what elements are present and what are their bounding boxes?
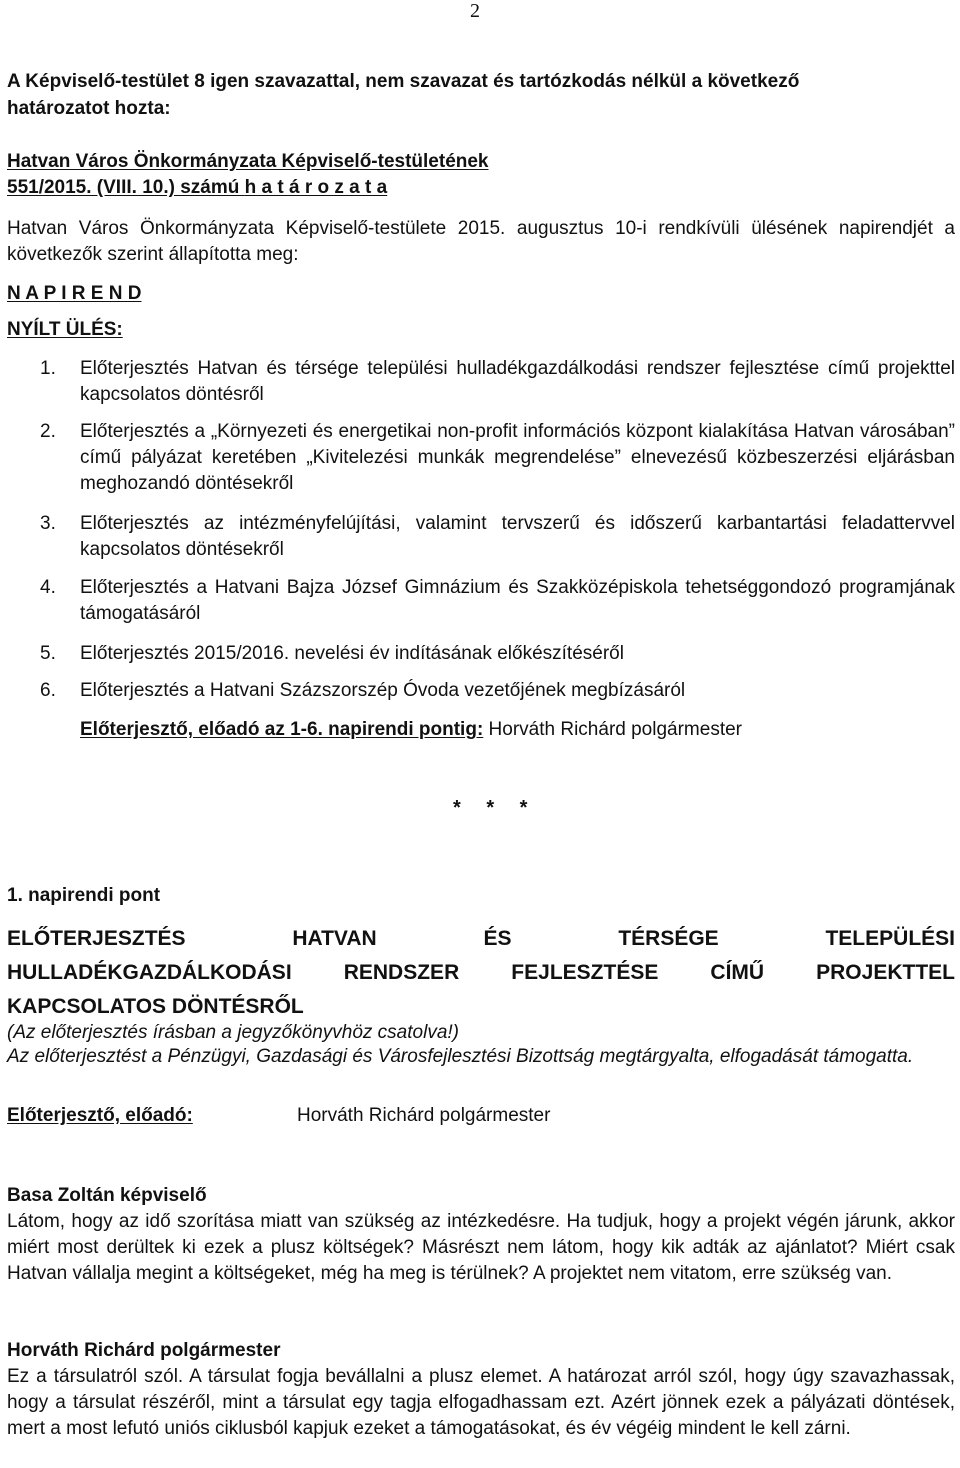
resolution-body: Hatvan Város Önkormányzata Képviselő-testülete 2015. augusztus 10-i rendkívüli ülésének napirendjét a következők szerint állapította meg: <box>7 218 955 265</box>
point-heading: 1. napirendi pont <box>7 885 161 906</box>
agenda-item-number: 2. <box>40 421 56 442</box>
section-separator: * * * <box>453 797 538 819</box>
attachment-note: (Az előterjesztés írásban a jegyzőkönyvhöz csatolva!) <box>7 1022 459 1043</box>
resolution-title-line-1: Hatvan Város Önkormányzata Képviselő-testületének <box>7 151 489 172</box>
agenda-item-number: 4. <box>40 577 56 598</box>
resolution-spaced-word: h a t á r o z a t a <box>244 177 388 198</box>
agenda-item-5 <box>40 641 955 667</box>
presenter2-label: Előterjesztő, előadó: <box>7 1105 193 1126</box>
agenda-item-number: 5. <box>40 643 56 664</box>
speaker-1-text: Látom, hogy az idő szorítása miatt van szükség az intézkedésre. Ha tudjuk, hogy a projekt végén járunk, akkor miért most derültek ki ezek a plusz költségek? Másrészt nem látom, hogy kik adták az ajánlatot? Miért csak Hatvan vállalja megint a költségeket, még ha meg is térülnek? A projektet nem vitatom, erre szükség van. <box>7 1211 955 1284</box>
agenda-item-text: Előterjesztés az intézményfelújítási, valamint tervszerű és időszerű karbantartási feladattervvel kapcsolatos döntésekről <box>80 513 955 560</box>
speaker-2-name: Horváth Richárd polgármester <box>7 1340 281 1361</box>
resolution-number: 551/2015. (VIII. 10.) számú <box>7 177 245 198</box>
point-title-line-3: KAPCSOLATOS DÖNTÉSRŐL <box>7 995 304 1018</box>
presenter2-name: Horváth Richárd polgármester <box>297 1105 551 1126</box>
intro-line-2: határozatot hozta: <box>7 98 171 119</box>
page-number: 2 <box>470 0 480 22</box>
agenda-item-2 <box>40 419 955 497</box>
point-title-line-2: HULLADÉKGAZDÁLKODÁSI RENDSZER FEJLESZTÉSE CÍMŰ PROJEKTTEL <box>7 961 955 984</box>
resolution-title-line-2 <box>7 176 387 200</box>
open-session-heading: NYÍLT ÜLÉS: <box>7 319 123 340</box>
agenda-heading: N A P I R E N D <box>7 283 142 304</box>
agenda-item-number: 1. <box>40 358 56 379</box>
agenda-item-text: Előterjesztés 2015/2016. nevelési év indításának előkészítéséről <box>80 643 624 664</box>
presenter-name: Horváth Richárd polgármester <box>483 719 742 740</box>
agenda-item-number: 6. <box>40 680 56 701</box>
point-title-line-1: ELŐTERJESZTÉS HATVAN ÉS TÉRSÉGE TELEPÜLÉSI <box>7 927 955 950</box>
agenda-item-text: Előterjesztés a Hatvani Százszorszép Óvoda vezetőjének megbízásáról <box>80 680 686 701</box>
agenda-item-text: Előterjesztés a „Környezeti és energetikai non-profit információs központ kialakítása Hatvan városában” című pályázat keretében „Kivitelezési munkák megrendelése” elnevezésű közbeszerzési eljárásban meghozandó döntésekről <box>80 421 955 494</box>
presenter2-line <box>7 1104 193 1128</box>
presenter-line <box>80 718 742 742</box>
intro-line-1: A Képviselő-testület 8 igen szavazattal, nem szavazat és tartózkodás nélkül a következő <box>7 71 800 92</box>
speaker-2-text: Ez a társulatról szól. A társulat fogja bevállalni a plusz elemet. A határozat arról szól, hogy úgy szavazhassak, hogy a társulat részéről, mint a társulat egy tagja elfogadhassam ezt. Azért jönnek ezek a pályázati döntések, mert a most lefutó uniós ciklusból kapjuk ezeket a támogatásokat, és év végéig mindent le kell zárni. <box>7 1366 955 1439</box>
agenda-item-3 <box>40 511 955 563</box>
agenda-item-1 <box>40 356 955 408</box>
agenda-item-text: Előterjesztés Hatvan és térsége települési hulladékgazdálkodási rendszer fejlesztése című projekttel kapcsolatos döntésről <box>80 358 955 405</box>
agenda-item-4 <box>40 575 955 627</box>
point-title <box>7 922 955 1024</box>
agenda-item-number: 3. <box>40 513 56 534</box>
speaker-1-name: Basa Zoltán képviselő <box>7 1185 207 1206</box>
agenda-item-text: Előterjesztés a Hatvani Bajza József Gimnázium és Szakközépiskola tehetséggondozó programjának támogatásáról <box>80 577 955 624</box>
presenter-label: Előterjesztő, előadó az 1-6. napirendi pontig: <box>80 719 484 740</box>
committee-note: Az előterjesztést a Pénzügyi, Gazdasági és Városfejlesztési Bizottság megtárgyalta, elfogadását támogatta. <box>7 1046 914 1067</box>
agenda-item-6 <box>40 678 955 704</box>
